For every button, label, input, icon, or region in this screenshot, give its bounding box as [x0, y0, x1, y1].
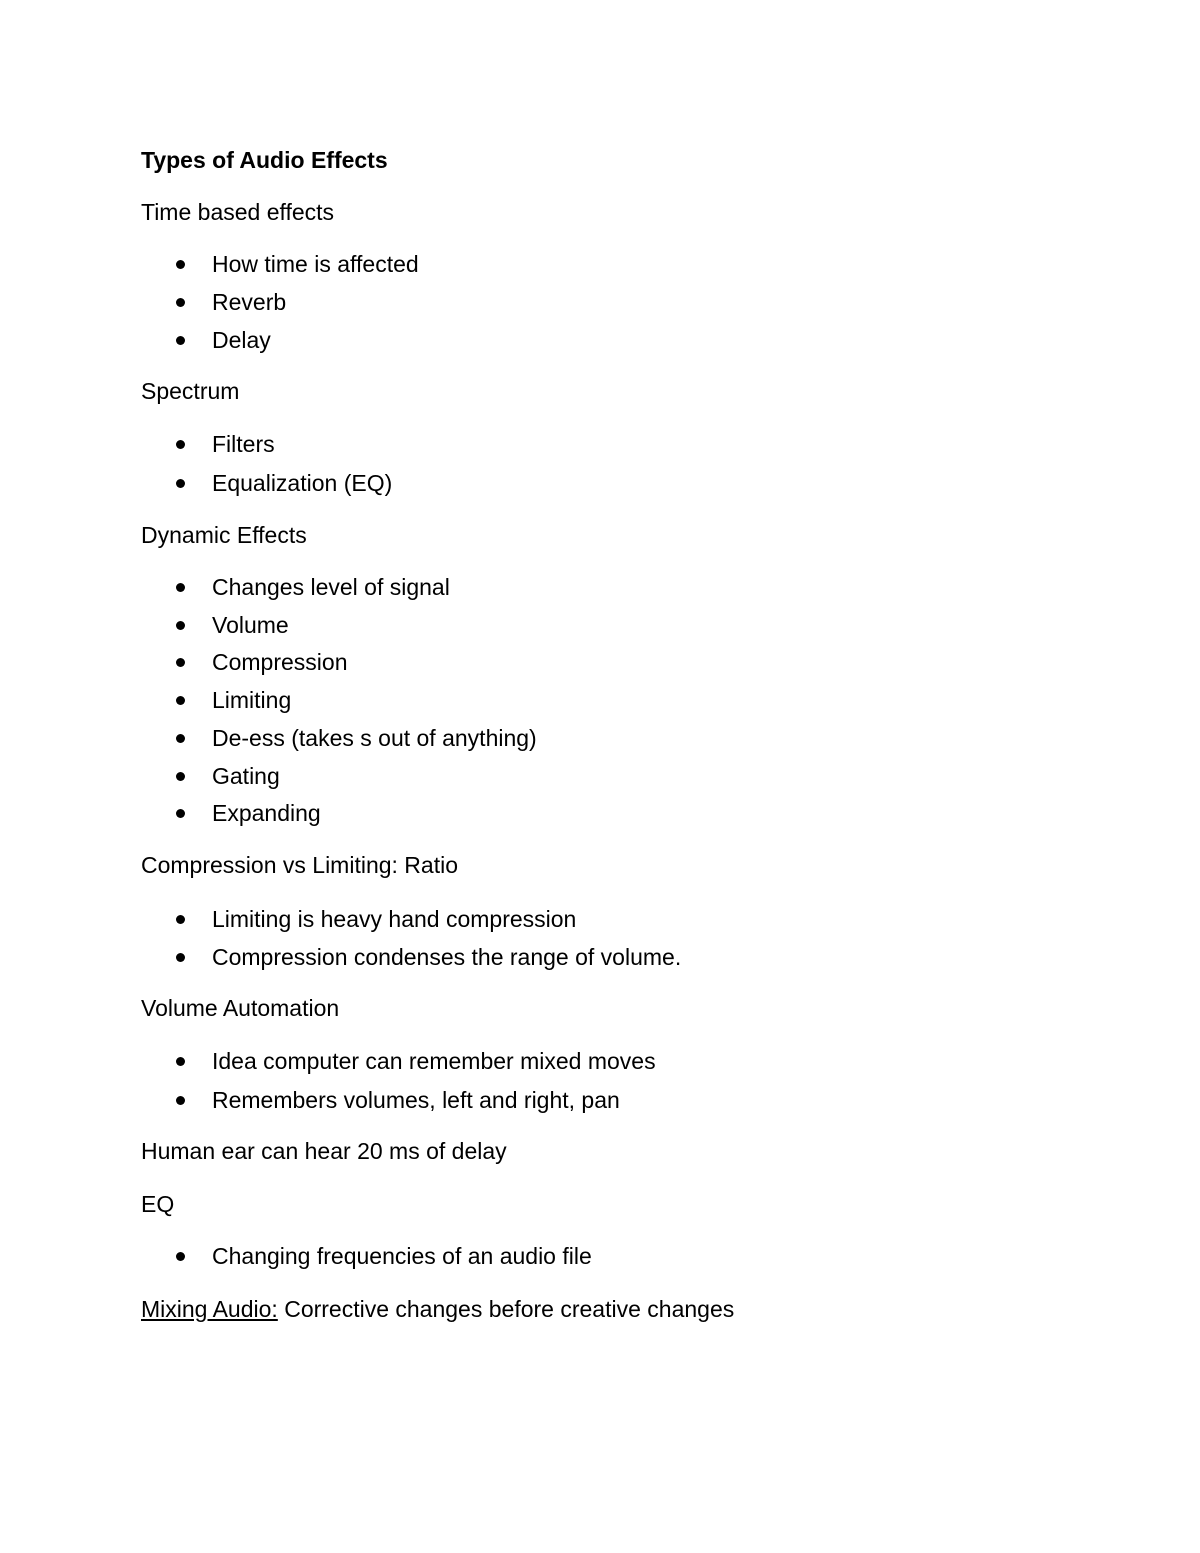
bullet-icon: [176, 621, 185, 630]
list-item-text: Changing frequencies of an audio file: [212, 1243, 592, 1269]
list-item-text: De-ess (takes s out of anything): [212, 725, 537, 751]
list-item-text: Delay: [212, 327, 271, 353]
section-heading: Time based effects: [141, 199, 335, 225]
list-item-text: Idea computer can remember mixed moves: [212, 1048, 656, 1074]
list-item-text: Compression condenses the range of volume.: [212, 944, 682, 970]
list-item-text: Changes level of signal: [212, 574, 450, 600]
bullet-icon: [176, 734, 185, 743]
section-heading: EQ: [141, 1191, 175, 1217]
bullet-icon: [176, 336, 185, 345]
bullet-icon: [176, 772, 185, 781]
bullet-icon: [176, 809, 185, 818]
bullet-icon: [176, 1057, 185, 1066]
document-title: Types of Audio Effects: [141, 147, 388, 173]
list-item-text: Equalization (EQ): [212, 470, 393, 496]
bullet-icon: [176, 658, 185, 667]
section-heading: Spectrum: [141, 378, 240, 404]
list-item-text: Compression: [212, 649, 348, 675]
bullet-icon: [176, 440, 185, 449]
list-item-text: Filters: [212, 431, 275, 457]
closing-line: [141, 1295, 734, 1323]
list-item-text: Expanding: [212, 800, 321, 826]
list-item-text: Volume: [212, 612, 289, 638]
bullet-icon: [176, 583, 185, 592]
list-item-text: Remembers volumes, left and right, pan: [212, 1087, 620, 1113]
section-heading: Dynamic Effects: [141, 522, 307, 548]
list-item-text: Limiting is heavy hand compression: [212, 906, 577, 932]
bullet-icon: [176, 915, 185, 924]
bullet-icon: [176, 953, 185, 962]
section-heading: Volume Automation: [141, 995, 340, 1021]
closing-label: Mixing Audio:: [141, 1296, 278, 1322]
bullet-icon: [176, 260, 185, 269]
section-heading: Human ear can hear 20 ms of delay: [141, 1138, 507, 1164]
bullet-icon: [176, 1096, 185, 1105]
bullet-icon: [176, 298, 185, 307]
section-heading: Compression vs Limiting: Ratio: [141, 852, 459, 878]
list-item-text: Limiting: [212, 687, 292, 713]
list-item-text: Gating: [212, 763, 280, 789]
list-item-text: Reverb: [212, 289, 287, 315]
bullet-icon: [176, 696, 185, 705]
bullet-icon: [176, 479, 185, 488]
closing-text: Corrective changes before creative changes: [277, 1296, 735, 1322]
list-item-text: How time is affected: [212, 251, 419, 277]
bullet-icon: [176, 1252, 185, 1261]
